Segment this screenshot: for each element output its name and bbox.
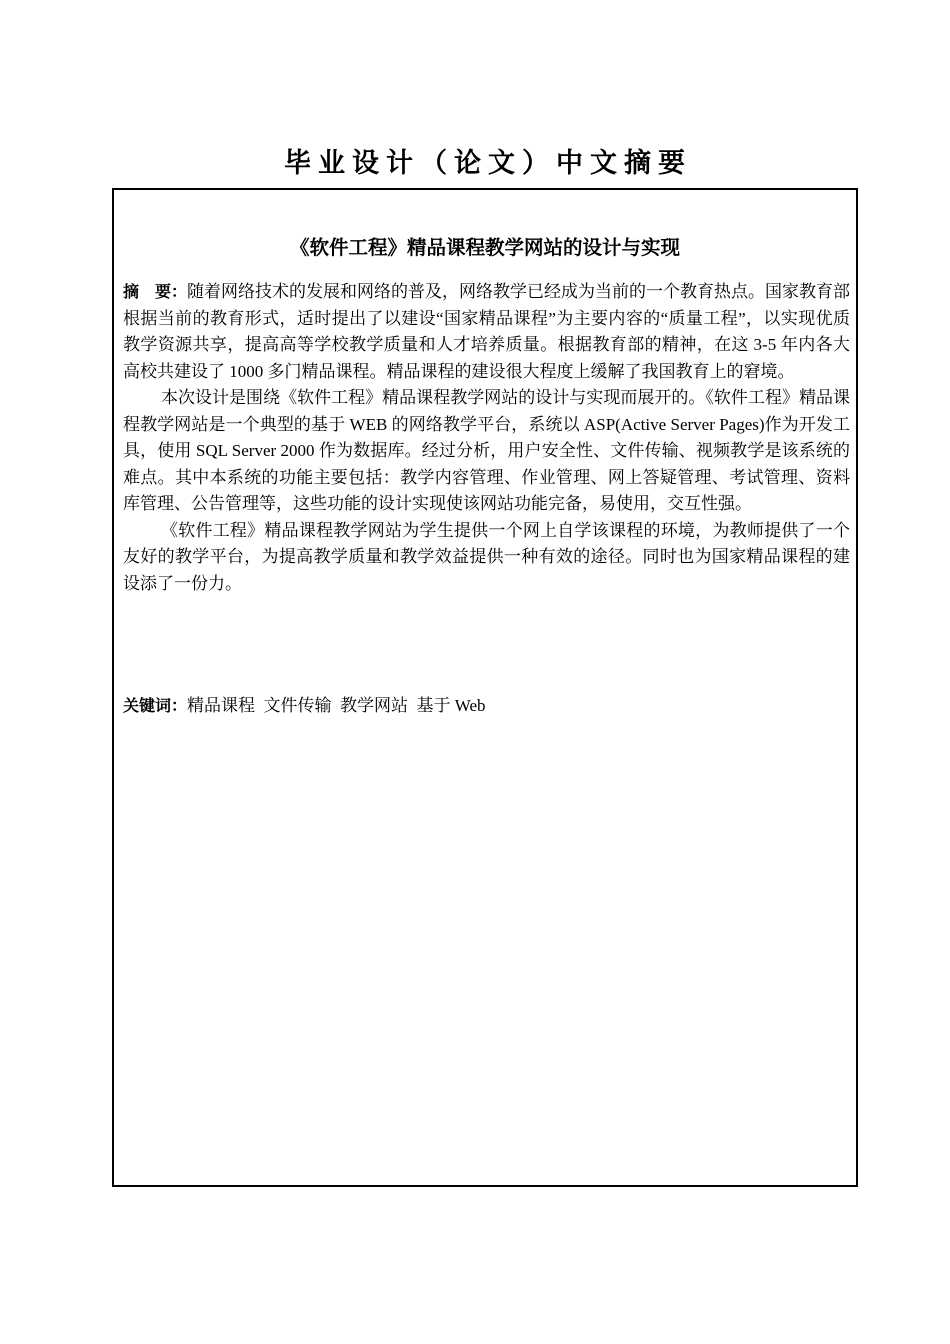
- abstract-paragraph-2: 本次设计是围绕《软件工程》精品课程教学网站的设计与实现而展开的。《软件工程》精品课程教学网站是一个典型的基于 WEB 的网络教学平台，系统以 ASP(Active Server Pages)作为开发工具，使用 SQL Server 2000 作为数据库。经过分析，用户安全性、文件传输、视频教学是该系统的难点。其中本系统的功能主要包括：教学内容管理、作业管理、网上答疑管理、考试管理、资料库管理、公告管理等，这些功能的设计实现使该网站功能完备，易使用，交互性强。: [123, 388, 850, 513]
- keywords-text: 精品课程 文件传输 教学网站 基于 Web: [187, 696, 486, 715]
- abstract-paragraph-3: 《软件工程》精品课程教学网站为学生提供一个网上自学该课程的环境，为教师提供了一个友好的教学平台，为提高教学质量和教学效益提供一种有效的途径。同时也为国家精品课程的建设添了一份力。: [123, 520, 850, 593]
- abstract-body: [123, 279, 850, 597]
- abstract-label: 摘 要：: [123, 282, 188, 301]
- abstract-paragraph-1-text: 随着网络技术的发展和网络的普及，网络教学已经成为当前的一个教育热点。国家教育部根据当前的教育形式，适时提出了以建设“国家精品课程”为主要内容的“质量工程”，以实现优质教学资源共享，提高高等学校教学质量和人才培养质量。根据教育部的精神，在这 3-5 年内各大高校共建设了 1000 多门精品课程。精品课程的建设很大程度上缓解了我国教育上的窘境。: [123, 282, 851, 381]
- page-title: 毕业设计（论文）中文摘要: [284, 148, 692, 179]
- abstract-paragraph-1: [123, 279, 850, 385]
- keywords-line: [123, 693, 850, 720]
- keywords-label: 关键词：: [123, 696, 188, 715]
- thesis-title: 《软件工程》精品课程教学网站的设计与实现: [289, 236, 680, 259]
